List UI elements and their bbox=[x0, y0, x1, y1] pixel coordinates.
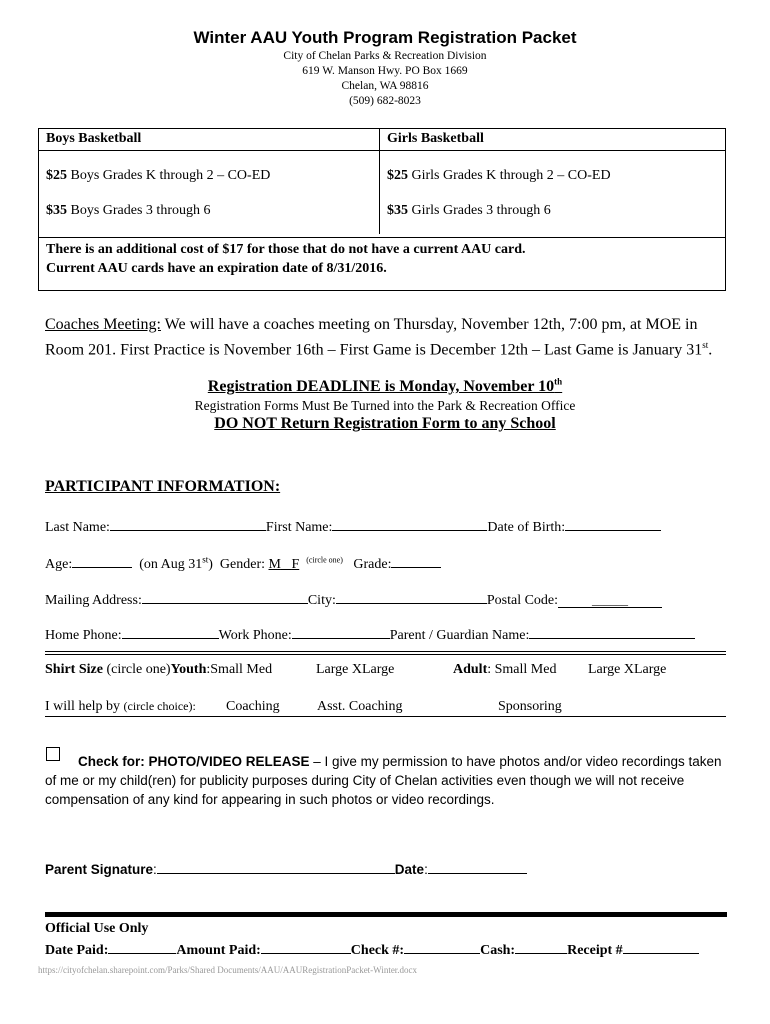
official-use-row: Date Paid: Amount Paid: Check #: Cash: Receipt # bbox=[45, 939, 699, 959]
divider bbox=[45, 651, 726, 652]
parent-signature-field[interactable] bbox=[157, 859, 395, 874]
address-row: Mailing Address: City: Postal Code: ______ bbox=[45, 589, 662, 609]
girls-heading: Girls Basketball bbox=[387, 131, 484, 146]
divider bbox=[45, 654, 726, 655]
youth-large-options[interactable]: Large XLarge bbox=[316, 662, 395, 677]
adult-large-options[interactable]: Large XLarge bbox=[588, 662, 667, 677]
cash-field[interactable] bbox=[515, 939, 567, 954]
header-line-1: City of Chelan Parks & Recreation Division bbox=[283, 50, 487, 62]
help-label: I will help by (circle choice): bbox=[45, 699, 196, 714]
signature-row: Parent Signature: Date: bbox=[45, 859, 527, 877]
mailing-address-field[interactable] bbox=[142, 589, 308, 604]
header-line-2: 619 W. Manson Hwy. PO Box 1669 bbox=[302, 65, 468, 77]
postal-code-field[interactable]: ______ bbox=[558, 593, 662, 608]
aau-note-line-1: There is an additional cost of $17 for those that do not have a current AAU card. bbox=[46, 242, 526, 257]
participant-heading: PARTICIPANT INFORMATION: bbox=[45, 478, 281, 495]
last-name-field[interactable] bbox=[110, 516, 266, 531]
registration-deadline: Registration DEADLINE is Monday, November 10th bbox=[207, 377, 563, 396]
boys-column bbox=[39, 129, 380, 234]
amount-paid-field[interactable] bbox=[261, 939, 351, 954]
city-field[interactable] bbox=[336, 589, 487, 604]
age-row: Age: (on Aug 31st) Gender: M F $^{(circle one)}$ Grade: bbox=[45, 553, 441, 573]
help-coaching-option[interactable]: Coaching bbox=[226, 699, 280, 714]
girls-fee-row-2: $35 Girls Grades 3 through 6 bbox=[387, 203, 551, 218]
girls-fee-row-1: $25 Girls Grades K through 2 – CO-ED bbox=[387, 168, 611, 183]
coaches-meeting-label: Coaches Meeting: bbox=[45, 316, 161, 333]
home-phone-field[interactable] bbox=[122, 624, 219, 639]
girls-column bbox=[380, 129, 725, 234]
do-not-return-notice: DO NOT Return Registration Form to any School bbox=[214, 415, 556, 432]
dob-field[interactable] bbox=[565, 516, 661, 531]
boys-fee-row-1: $25 Boys Grades K through 2 – CO-ED bbox=[46, 168, 271, 183]
check-number-field[interactable] bbox=[404, 939, 480, 954]
work-phone-field[interactable] bbox=[292, 624, 390, 639]
date-paid-field[interactable] bbox=[108, 939, 176, 954]
first-name-field[interactable] bbox=[332, 516, 487, 531]
divider bbox=[45, 716, 726, 717]
gender-f-option[interactable]: F bbox=[291, 557, 300, 572]
official-use-divider bbox=[45, 912, 727, 917]
aau-card-note bbox=[39, 237, 725, 280]
header-line-3: Chelan, WA 98816 bbox=[341, 80, 429, 92]
boys-fee-row-2: $35 Boys Grades 3 through 6 bbox=[46, 203, 211, 218]
header-line-4: (509) 682-8023 bbox=[349, 95, 421, 107]
adult-sizes[interactable]: Adult: Small Med bbox=[453, 662, 557, 677]
name-row: Last Name: First Name: Date of Birth: bbox=[45, 516, 661, 536]
official-use-heading: Official Use Only bbox=[45, 921, 149, 936]
gender-m-option[interactable]: M F bbox=[268, 557, 300, 572]
boys-heading: Boys Basketball bbox=[46, 131, 142, 146]
signature-date-field[interactable] bbox=[428, 859, 527, 874]
page-title: Winter AAU Youth Program Registration Packet bbox=[193, 28, 577, 47]
coaches-meeting-paragraph: Coaches Meeting: We will have a coaches meeting on Thursday, November 12th, 7:00 pm, at MOE in Room 201. First Practice is November 16th – First Game is December 12th – Last Game is January 31st. bbox=[45, 316, 713, 359]
photo-release-text: Check for: PHOTO/VIDEO RELEASE – I give my permission to have photos and/or video recordings taken of me or my child(ren) for publicity purposes during City of Chelan activities even though we will not receive compensation of any kind for appearing in such photos or video recordings. bbox=[45, 754, 722, 807]
footer-url: https://cityofchelan.sharepoint.com/Parks/Shared Documents/AAU/AAURegistrationPacket-Winter.docx bbox=[38, 965, 418, 975]
shirt-size-label: Shirt Size (circle one)Youth:Small Med bbox=[45, 662, 273, 677]
grade-field[interactable] bbox=[391, 553, 441, 568]
guardian-name-field[interactable] bbox=[529, 624, 695, 639]
phone-row: Home Phone: Work Phone: Parent / Guardian Name: bbox=[45, 624, 695, 644]
aau-note-line-2: Current AAU cards have an expiration date of 8/31/2016. bbox=[46, 261, 387, 276]
turn-in-notice: Registration Forms Must Be Turned into the Park & Recreation Office bbox=[194, 398, 576, 413]
fee-table bbox=[38, 128, 726, 291]
help-sponsoring-option[interactable]: Sponsoring bbox=[498, 699, 562, 714]
youth-small-med-options[interactable]: :Small Med bbox=[206, 662, 273, 677]
age-field[interactable] bbox=[72, 553, 132, 568]
receipt-number-field[interactable] bbox=[623, 939, 699, 954]
help-asst-coaching-option[interactable]: Asst. Coaching bbox=[317, 699, 403, 714]
